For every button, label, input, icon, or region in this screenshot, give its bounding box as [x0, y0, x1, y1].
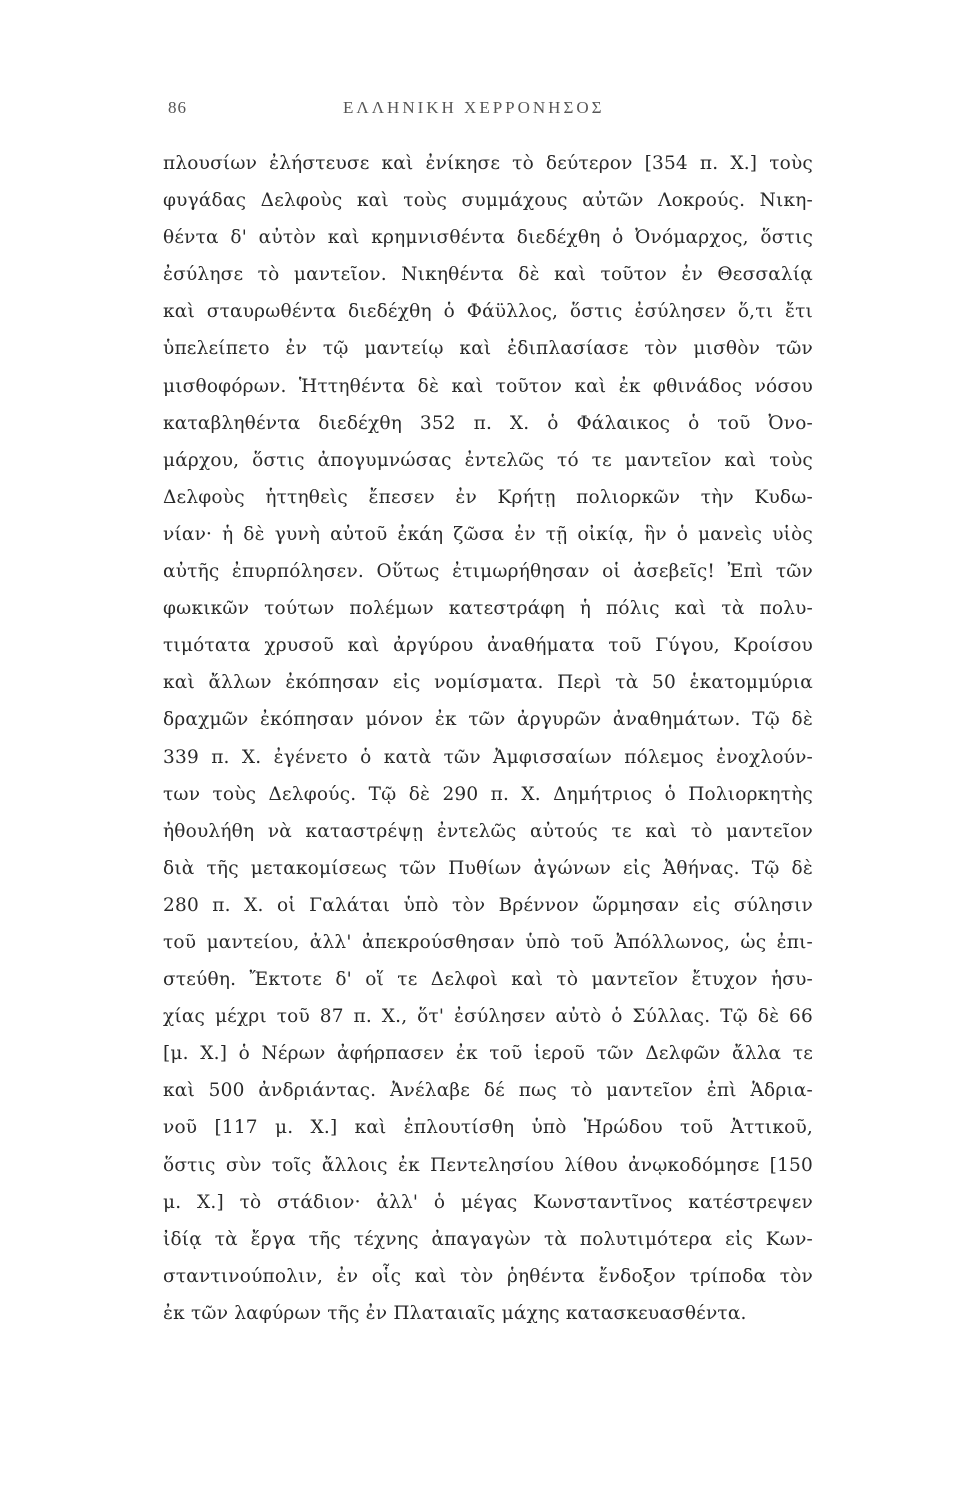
text-line: 339 π. Χ. ἐγένετο ὁ κατὰ τῶν Ἀμφισσαίων πόλεμος ἐνοχλούν- — [163, 746, 813, 768]
text-line: μισθοφόρων. Ἡττηθέντα δὲ καὶ τοῦτον καὶ ἐκ φθινάδος νόσου — [163, 375, 813, 397]
text-line: ἠθουλήθη νὰ καταστρέψῃ ἐντελῶς αὐτούς τε καὶ τὸ μαντεῖον — [163, 820, 813, 842]
text-line: αὐτῆς ἐπυρπόλησεν. Οὕτως ἐτιμωρήθησαν οἱ ἀσεβεῖς! Ἐπὶ τῶν — [163, 561, 813, 583]
text-line: νίαν· ἡ δὲ γυνὴ αὐτοῦ ἐκάη ζῶσα ἐν τῇ οἰκίᾳ, ἣν ὁ μανεὶς υἱὸς — [163, 523, 813, 545]
text-line: χίας μέχρι τοῦ 87 π. Χ., ὅτ' ἐσύλησεν αὐτὸ ὁ Σύλλας. Τῷ δὲ 66 — [163, 1006, 813, 1028]
text-line: στεύθη. Ἔκτοτε δ' οἵ τε Δελφοὶ καὶ τὸ μαντεῖον ἔτυχον ἡσυ- — [163, 969, 813, 991]
text-line: καὶ σταυρωθέντα διεδέχθη ὁ Φάϋλλος, ὅστις ἐσύλησεν ὅ,τι ἔτι — [163, 301, 813, 323]
text-line: διὰ τῆς μετακομίσεως τῶν Πυθίων ἀγώνων εἰς Ἀθήνας. Τῷ δὲ — [163, 857, 813, 879]
text-line: καταβληθέντα διεδέχθη 352 π. Χ. ὁ Φάλαικος ὁ τοῦ Ὀνο- — [163, 412, 813, 434]
text-line: καὶ ἄλλων ἐκόπησαν εἰς νομίσματα. Περὶ τὰ 50 ἑκατομμύρια — [163, 672, 813, 694]
text-line: ὑπελείπετο ἐν τῷ μαντείῳ καὶ ἐδιπλασίασε τὸν μισθὸν τῶν — [163, 338, 813, 360]
text-line: φυγάδας Δελφοὺς καὶ τοὺς συμμάχους αὐτῶν Λοκρούς. Νικη- — [163, 190, 813, 212]
text-line: φωκικῶν τούτων πολέμων κατεστράφη ἡ πόλις καὶ τὰ πολυ- — [163, 598, 813, 620]
text-line: [μ. Χ.] ὁ Νέρων ἀφήρπασεν ἐκ τοῦ ἱεροῦ τῶν Δελφῶν ἄλλα τε — [163, 1043, 813, 1065]
text-line: δραχμῶν ἐκόπησαν μόνον ἐκ τῶν ἀργυρῶν ἀναθημάτων. Τῷ δὲ — [163, 709, 813, 731]
text-line: ὅστις σὺν τοῖς ἄλλοις ἐκ Πεντελησίου λίθου ἀνῳκοδόμησε [150 — [163, 1154, 813, 1176]
text-line: θέντα δ' αὐτὸν καὶ κρημνισθέντα διεδέχθη ὁ Ὀνόμαρχος, ὅστις — [163, 227, 813, 249]
page-header — [163, 98, 813, 128]
text-line: μάρχου, ὅστις ἀπογυμνώσας ἐντελῶς τό τε μαντεῖον καὶ τοὺς — [163, 449, 813, 471]
running-title: ΕΛΛΗΝΙΚΗ ΧΕΡΡΟΝΗΣΟΣ — [343, 98, 605, 117]
text-line: πλουσίων ἐλήστευσε καὶ ἐνίκησε τὸ δεύτερον [354 π. Χ.] τοὺς — [163, 153, 813, 174]
text-line: μ. Χ.] τὸ στάδιον· ἀλλ' ὁ μέγας Κωνσταντῖνος κατέστρεψεν — [163, 1191, 813, 1213]
text-line: ἐκ τῶν λαφύρων τῆς ἐν Πλαταιαῖς μάχης κατασκευασθέντα. — [163, 1302, 747, 1324]
text-line: Δελφοὺς ἡττηθεὶς ἔπεσεν ἐν Κρήτῃ πολιορκῶν τὴν Κυδω- — [163, 486, 813, 508]
text-line: των τοὺς Δελφούς. Τῷ δὲ 290 π. Χ. Δημήτριος ὁ Πολιορκητὴς — [163, 783, 813, 805]
text-line: τιμότατα χρυσοῦ καὶ ἀργύρου ἀναθήματα τοῦ Γύγου, Κροίσου — [163, 635, 813, 657]
body-text — [163, 145, 813, 1332]
text-line: τοῦ μαντείου, ἀλλ' ἀπεκρούσθησαν ὑπὸ τοῦ Ἀπόλλωνος, ὡς ἐπι- — [163, 931, 813, 953]
page-number: 86 — [168, 98, 187, 117]
text-line: ἐσύλησε τὸ μαντεῖον. Νικηθέντα δὲ καὶ τοῦτον ἐν Θεσσαλίᾳ — [163, 264, 813, 286]
text-line: σταντινούπολιν, ἐν οἷς καὶ τὸν ῥηθέντα ἔνδοξον τρίποδα τὸν — [163, 1265, 813, 1287]
text-line: καὶ 500 ἀνδριάντας. Ἀνέλαβε δέ πως τὸ μαντεῖον ἐπὶ Ἁδρια- — [163, 1080, 813, 1102]
text-line: 280 π. Χ. οἱ Γαλάται ὑπὸ τὸν Βρέννον ὥρμησαν εἰς σύλησιν — [163, 894, 813, 916]
text-line: ἰδίᾳ τὰ ἔργα τῆς τέχνης ἀπαγαγὼν τὰ πολυτιμότερα εἰς Κων- — [163, 1228, 813, 1250]
text-line: νοῦ [117 μ. Χ.] καὶ ἐπλουτίσθη ὑπὸ Ἡρώδου τοῦ Ἀττικοῦ, — [163, 1117, 813, 1139]
